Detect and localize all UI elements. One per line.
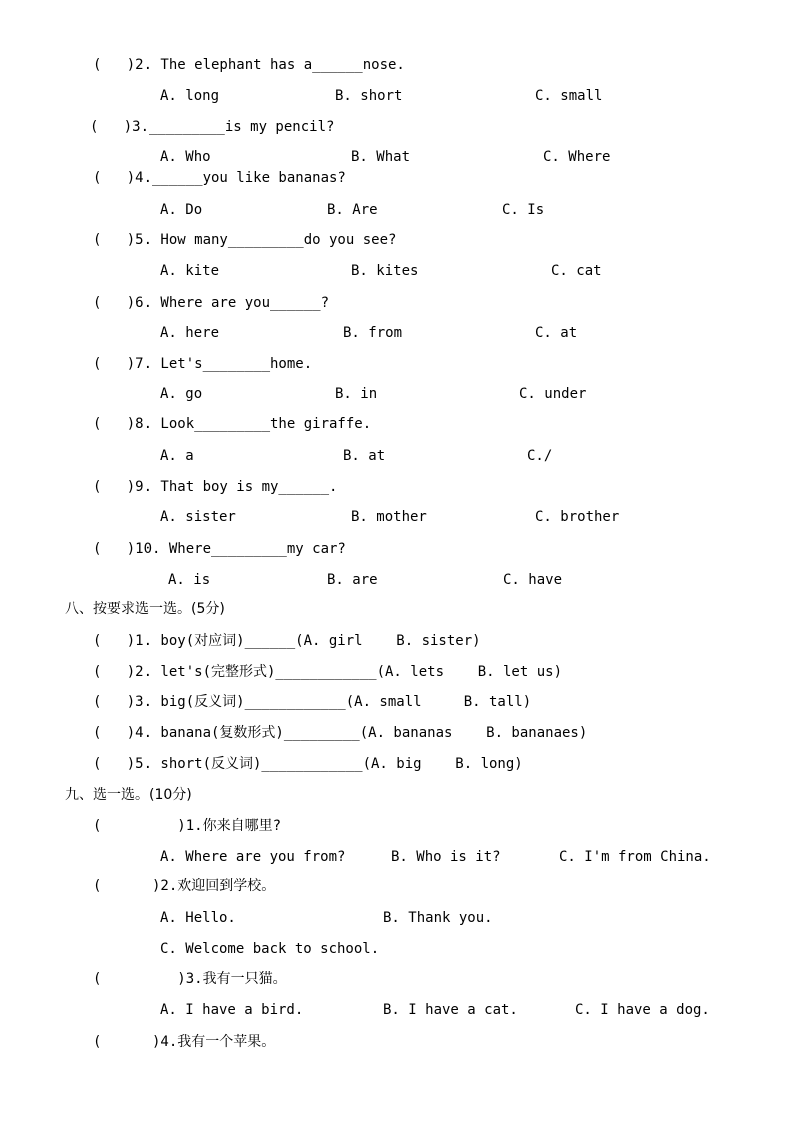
question-7-stem: ( )7. Let's________home.	[93, 356, 313, 372]
section-8-title: 八、按要求选一选。(5分)	[65, 601, 225, 617]
section-9-q3-stem: ( )3.我有一只猫。	[93, 971, 287, 987]
question-3-option-a: A. Who	[160, 149, 211, 165]
section-9-q3-option-c: C. I have a dog.	[575, 1002, 710, 1018]
section-8-item-2: ( )2. let's(完整形式)____________(A. lets B. let us)	[93, 664, 563, 680]
question-3-stem: ( )3._________is my pencil?	[90, 119, 335, 135]
question-2-option-c: C. small	[535, 88, 603, 104]
question-7-option-b: B. in	[335, 386, 378, 402]
question-9-option-c: C. brother	[535, 509, 620, 525]
question-2-option-b: B. short	[335, 88, 403, 104]
section-8-item-4: ( )4. banana(复数形式)_________(A. bananas B. bananaes)	[93, 725, 588, 741]
question-5-option-b: B. kites	[351, 263, 419, 279]
section-9-q1-option-c: C. I'm from China.	[559, 849, 711, 865]
question-6-option-a: A. here	[160, 325, 220, 341]
question-10-option-a: A. is	[168, 572, 211, 588]
section-9-q2-option-a: A. Hello.	[160, 910, 236, 926]
question-6-option-c: C. at	[535, 325, 578, 341]
question-2-option-a: A. long	[160, 88, 220, 104]
question-3-option-c: C. Where	[543, 149, 611, 165]
section-9-q2-option-b: B. Thank you.	[383, 910, 493, 926]
question-8-option-b: B. at	[343, 448, 386, 464]
question-5-stem: ( )5. How many_________do you see?	[93, 232, 397, 248]
question-6-stem: ( )6. Where are you______?	[93, 295, 330, 311]
question-4-option-c: C. Is	[502, 202, 545, 218]
section-9-q3-option-b: B. I have a cat.	[383, 1002, 518, 1018]
section-9-q2-stem: ( )2.欢迎回到学校。	[93, 878, 276, 894]
section-9-q1-stem: ( )1.你来自哪里?	[93, 818, 282, 834]
section-9-q1-option-a: A. Where are you from?	[160, 849, 346, 865]
question-7-option-c: C. under	[519, 386, 587, 402]
section-8-item-5: ( )5. short(反义词)____________(A. big B. long)	[93, 756, 523, 772]
question-10-option-b: B. are	[327, 572, 378, 588]
question-10-stem: ( )10. Where_________my car?	[93, 541, 346, 557]
section-8-item-1: ( )1. boy(对应词)______(A. girl B. sister)	[93, 633, 481, 649]
question-8-stem: ( )8. Look_________the giraffe.	[93, 416, 372, 432]
section-9-q2-option-c: C. Welcome back to school.	[160, 941, 380, 957]
section-9-q3-option-a: A. I have a bird.	[160, 1002, 304, 1018]
section-9-q1-option-b: B. Who is it?	[391, 849, 501, 865]
question-10-option-c: C. have	[503, 572, 563, 588]
question-4-option-b: B. Are	[327, 202, 378, 218]
question-9-option-a: A. sister	[160, 509, 236, 525]
section-9-title: 九、选一选。(10分)	[65, 787, 192, 803]
question-4-stem: ( )4.______you like bananas?	[93, 170, 346, 186]
question-9-option-b: B. mother	[351, 509, 427, 525]
question-5-option-a: A. kite	[160, 263, 220, 279]
question-4-option-a: A. Do	[160, 202, 203, 218]
section-9-q4-stem: ( )4.我有一个苹果。	[93, 1034, 276, 1050]
section-8-item-3: ( )3. big(反义词)____________(A. small B. tall)	[93, 694, 532, 710]
question-9-stem: ( )9. That boy is my______.	[93, 479, 338, 495]
question-6-option-b: B. from	[343, 325, 403, 341]
question-8-option-c: C./	[527, 448, 553, 464]
question-8-option-a: A. a	[160, 448, 194, 464]
question-3-option-b: B. What	[351, 149, 411, 165]
question-5-option-c: C. cat	[551, 263, 602, 279]
question-2-stem: ( )2. The elephant has a______nose.	[93, 57, 405, 73]
question-7-option-a: A. go	[160, 386, 203, 402]
